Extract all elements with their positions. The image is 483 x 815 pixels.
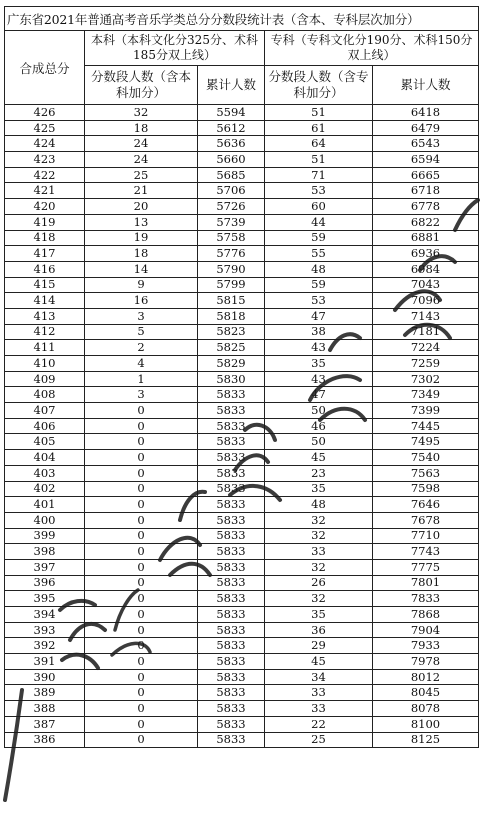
undergraduate-count-cell: 0 <box>85 701 198 717</box>
junior-college-count-cell: 44 <box>265 214 373 230</box>
undergraduate-count-cell: 0 <box>85 732 198 748</box>
undergraduate-cumulative-cell: 5758 <box>198 230 265 246</box>
junior-college-cumulative-cell: 7710 <box>373 528 479 544</box>
undergraduate-cumulative-cell: 5833 <box>198 544 265 560</box>
junior-college-cumulative-cell: 7868 <box>373 607 479 623</box>
score-cell: 391 <box>5 654 85 670</box>
junior-college-count-cell: 22 <box>265 716 373 732</box>
junior-college-cumulative-cell: 8125 <box>373 732 479 748</box>
table-row <box>5 340 479 356</box>
junior-college-count-cell: 61 <box>265 120 373 136</box>
undergraduate-count-cell: 25 <box>85 167 198 183</box>
table-row <box>5 261 479 277</box>
undergraduate-cumulative-cell: 5833 <box>198 465 265 481</box>
score-cell: 397 <box>5 559 85 575</box>
junior-college-count-cell: 35 <box>265 607 373 623</box>
table-row <box>5 277 479 293</box>
undergraduate-cumulative-cell: 5833 <box>198 387 265 403</box>
table-row <box>5 528 479 544</box>
junior-college-cumulative-cell: 7678 <box>373 512 479 528</box>
table-row <box>5 559 479 575</box>
undergraduate-count-cell: 0 <box>85 450 198 466</box>
score-cell: 424 <box>5 136 85 152</box>
junior-college-cumulative-cell: 6778 <box>373 199 479 215</box>
table-row <box>5 246 479 262</box>
junior-college-cumulative-cell: 6881 <box>373 230 479 246</box>
score-column-header: 合成总分 <box>5 31 85 105</box>
undergraduate-cumulative-cell: 5706 <box>198 183 265 199</box>
undergraduate-count-cell: 0 <box>85 559 198 575</box>
undergraduate-count-cell: 13 <box>85 214 198 230</box>
junior-college-count-cell: 34 <box>265 669 373 685</box>
score-cell: 421 <box>5 183 85 199</box>
junior-college-cumulative-cell: 7801 <box>373 575 479 591</box>
table-row <box>5 371 479 387</box>
undergraduate-cumulative-cell: 5636 <box>198 136 265 152</box>
undergraduate-count-cell: 3 <box>85 387 198 403</box>
undergraduate-cumulative-cell: 5833 <box>198 418 265 434</box>
junior-college-count-cell: 50 <box>265 403 373 419</box>
undergraduate-cumulative-cell: 5833 <box>198 559 265 575</box>
junior-college-cumulative-cell: 7540 <box>373 450 479 466</box>
junior-college-count-cell: 47 <box>265 387 373 403</box>
undergraduate-cumulative-cell: 5726 <box>198 199 265 215</box>
junior-college-cumulative-cell: 8078 <box>373 701 479 717</box>
table-row <box>5 324 479 340</box>
undergraduate-cumulative-cell: 5833 <box>198 701 265 717</box>
score-cell: 411 <box>5 340 85 356</box>
table-row <box>5 575 479 591</box>
table-row <box>5 356 479 372</box>
score-cell: 386 <box>5 732 85 748</box>
junior-college-cumulative-cell: 7646 <box>373 497 479 513</box>
undergraduate-count-cell: 9 <box>85 277 198 293</box>
score-cell: 405 <box>5 434 85 450</box>
undergraduate-cumulative-cell: 5685 <box>198 167 265 183</box>
junior-college-count-cell: 25 <box>265 732 373 748</box>
junior-college-count-cell: 29 <box>265 638 373 654</box>
score-cell: 410 <box>5 356 85 372</box>
junior-college-cumulative-cell: 6479 <box>373 120 479 136</box>
table-row <box>5 418 479 434</box>
undergraduate-count-cell: 0 <box>85 481 198 497</box>
junior-college-count-cell: 32 <box>265 528 373 544</box>
table-row <box>5 230 479 246</box>
table-row <box>5 669 479 685</box>
undergraduate-cumulative-cell: 5815 <box>198 293 265 309</box>
junior-college-count-cell: 53 <box>265 183 373 199</box>
junior-college-cumulative-cell: 7259 <box>373 356 479 372</box>
undergraduate-cumulative-cell: 5833 <box>198 575 265 591</box>
undergraduate-cumulative-cell: 5833 <box>198 512 265 528</box>
junior-college-count-cell: 46 <box>265 418 373 434</box>
junior-college-cumulative-cell: 8100 <box>373 716 479 732</box>
score-cell: 409 <box>5 371 85 387</box>
undergraduate-count-cell: 16 <box>85 293 198 309</box>
undergraduate-cumulative-cell: 5833 <box>198 481 265 497</box>
junior-college-count-cell: 36 <box>265 622 373 638</box>
score-cell: 401 <box>5 497 85 513</box>
undergraduate-cumulative-cell: 5660 <box>198 152 265 168</box>
junior-college-count-cell: 48 <box>265 261 373 277</box>
table-row <box>5 199 479 215</box>
undergraduate-cumulative-cell: 5833 <box>198 528 265 544</box>
score-cell: 402 <box>5 481 85 497</box>
score-cell: 425 <box>5 120 85 136</box>
table-row <box>5 544 479 560</box>
score-table-container <box>4 6 478 748</box>
score-cell: 390 <box>5 669 85 685</box>
undergraduate-count-cell: 0 <box>85 638 198 654</box>
junior-college-cumulative-cell: 7978 <box>373 654 479 670</box>
undergraduate-cumulative-cell: 5833 <box>198 450 265 466</box>
junior-college-count-cell: 50 <box>265 434 373 450</box>
junior-college-count-cell: 53 <box>265 293 373 309</box>
undergraduate-cumulative-cell: 5833 <box>198 685 265 701</box>
junior-college-count-cell: 38 <box>265 324 373 340</box>
junior-college-count-cell: 45 <box>265 450 373 466</box>
undergraduate-count-cell: 32 <box>85 105 198 121</box>
undergraduate-count-cell: 0 <box>85 497 198 513</box>
junior-college-count-cell: 45 <box>265 654 373 670</box>
junior-college-count-cell: 48 <box>265 497 373 513</box>
table-row <box>5 105 479 121</box>
junior-college-count-cell: 60 <box>265 199 373 215</box>
score-cell: 406 <box>5 418 85 434</box>
undergraduate-cumulative-cell: 5833 <box>198 669 265 685</box>
junior-college-count-cell: 32 <box>265 512 373 528</box>
table-row <box>5 214 479 230</box>
undergraduate-count-header: 分数段人数（含本科加分） <box>85 66 198 105</box>
junior-college-cumulative-cell: 7833 <box>373 591 479 607</box>
junior-college-count-cell: 59 <box>265 277 373 293</box>
score-cell: 389 <box>5 685 85 701</box>
junior-college-cumulative-cell: 7349 <box>373 387 479 403</box>
undergraduate-cumulative-cell: 5833 <box>198 434 265 450</box>
undergraduate-cumulative-cell: 5833 <box>198 591 265 607</box>
undergraduate-cumulative-cell: 5790 <box>198 261 265 277</box>
junior-college-cumulative-cell: 7445 <box>373 418 479 434</box>
junior-college-cumulative-cell: 7143 <box>373 308 479 324</box>
score-cell: 407 <box>5 403 85 419</box>
score-cell: 420 <box>5 199 85 215</box>
junior-college-count-cell: 47 <box>265 308 373 324</box>
undergraduate-count-cell: 0 <box>85 622 198 638</box>
table-row <box>5 732 479 748</box>
junior-college-count-cell: 59 <box>265 230 373 246</box>
table-title: 广东省2021年普通高考音乐学类总分分数段统计表（含本、专科层次加分） <box>5 7 479 31</box>
undergraduate-count-cell: 0 <box>85 654 198 670</box>
table-row <box>5 152 479 168</box>
undergraduate-cumulative-cell: 5833 <box>198 622 265 638</box>
score-cell: 398 <box>5 544 85 560</box>
junior-college-cumulative-cell: 6984 <box>373 261 479 277</box>
undergraduate-cumulative-cell: 5825 <box>198 340 265 356</box>
table-row <box>5 497 479 513</box>
undergraduate-cumulative-cell: 5818 <box>198 308 265 324</box>
undergraduate-cumulative-cell: 5594 <box>198 105 265 121</box>
undergraduate-count-cell: 0 <box>85 403 198 419</box>
undergraduate-count-cell: 0 <box>85 434 198 450</box>
undergraduate-count-cell: 0 <box>85 418 198 434</box>
undergraduate-count-cell: 0 <box>85 544 198 560</box>
undergraduate-count-cell: 20 <box>85 199 198 215</box>
junior-college-cumulative-cell: 6665 <box>373 167 479 183</box>
junior-college-cumulative-cell: 7224 <box>373 340 479 356</box>
undergraduate-cumulative-cell: 5833 <box>198 497 265 513</box>
undergraduate-count-cell: 2 <box>85 340 198 356</box>
score-cell: 426 <box>5 105 85 121</box>
table-row <box>5 434 479 450</box>
table-row <box>5 308 479 324</box>
undergraduate-cumulative-cell: 5799 <box>198 277 265 293</box>
junior-college-count-cell: 32 <box>265 559 373 575</box>
junior-college-count-cell: 26 <box>265 575 373 591</box>
table-row <box>5 638 479 654</box>
score-cell: 394 <box>5 607 85 623</box>
junior-college-cumulative-cell: 7399 <box>373 403 479 419</box>
score-cell: 408 <box>5 387 85 403</box>
undergraduate-count-cell: 19 <box>85 230 198 246</box>
score-cell: 396 <box>5 575 85 591</box>
score-cell: 412 <box>5 324 85 340</box>
junior-college-count-cell: 32 <box>265 591 373 607</box>
junior-college-count-header: 分数段人数（含专科加分） <box>265 66 373 105</box>
table-row <box>5 607 479 623</box>
undergraduate-count-cell: 4 <box>85 356 198 372</box>
undergraduate-count-cell: 18 <box>85 246 198 262</box>
table-row <box>5 403 479 419</box>
junior-college-count-cell: 33 <box>265 701 373 717</box>
score-cell: 388 <box>5 701 85 717</box>
score-cell: 387 <box>5 716 85 732</box>
undergraduate-cumulative-cell: 5830 <box>198 371 265 387</box>
table-body <box>5 105 479 748</box>
score-cell: 403 <box>5 465 85 481</box>
junior-college-cumulative-cell: 7904 <box>373 622 479 638</box>
undergraduate-cumulative-cell: 5612 <box>198 120 265 136</box>
undergraduate-count-cell: 0 <box>85 465 198 481</box>
score-cell: 419 <box>5 214 85 230</box>
undergraduate-count-cell: 0 <box>85 716 198 732</box>
junior-college-count-cell: 43 <box>265 340 373 356</box>
undergraduate-cumulative-cell: 5739 <box>198 214 265 230</box>
junior-college-count-cell: 51 <box>265 105 373 121</box>
junior-college-cumulative-cell: 7096 <box>373 293 479 309</box>
table-row <box>5 654 479 670</box>
junior-college-count-cell: 71 <box>265 167 373 183</box>
score-cell: 416 <box>5 261 85 277</box>
undergraduate-cumulative-header: 累计人数 <box>198 66 265 105</box>
junior-college-cumulative-cell: 6594 <box>373 152 479 168</box>
undergraduate-count-cell: 14 <box>85 261 198 277</box>
junior-college-cumulative-cell: 7302 <box>373 371 479 387</box>
undergraduate-count-cell: 0 <box>85 528 198 544</box>
undergraduate-cumulative-cell: 5776 <box>198 246 265 262</box>
junior-college-count-cell: 35 <box>265 481 373 497</box>
undergraduate-count-cell: 1 <box>85 371 198 387</box>
table-row <box>5 481 479 497</box>
table-row <box>5 293 479 309</box>
table-row <box>5 183 479 199</box>
score-cell: 393 <box>5 622 85 638</box>
junior-college-cumulative-cell: 8012 <box>373 669 479 685</box>
undergraduate-count-cell: 21 <box>85 183 198 199</box>
score-cell: 400 <box>5 512 85 528</box>
undergraduate-group-header: 本科（本科文化分325分、术科185分双上线） <box>85 31 265 66</box>
table-row <box>5 387 479 403</box>
junior-college-count-cell: 33 <box>265 685 373 701</box>
undergraduate-cumulative-cell: 5833 <box>198 607 265 623</box>
undergraduate-cumulative-cell: 5833 <box>198 654 265 670</box>
undergraduate-count-cell: 0 <box>85 607 198 623</box>
junior-college-cumulative-cell: 6718 <box>373 183 479 199</box>
junior-college-cumulative-cell: 8045 <box>373 685 479 701</box>
table-row <box>5 622 479 638</box>
table-row <box>5 167 479 183</box>
junior-college-cumulative-cell: 7598 <box>373 481 479 497</box>
score-cell: 413 <box>5 308 85 324</box>
score-distribution-table <box>4 6 479 748</box>
junior-college-count-cell: 33 <box>265 544 373 560</box>
table-row <box>5 716 479 732</box>
junior-college-cumulative-cell: 7743 <box>373 544 479 560</box>
junior-college-cumulative-cell: 6543 <box>373 136 479 152</box>
undergraduate-count-cell: 0 <box>85 591 198 607</box>
junior-college-cumulative-cell: 7775 <box>373 559 479 575</box>
undergraduate-cumulative-cell: 5833 <box>198 403 265 419</box>
undergraduate-count-cell: 0 <box>85 512 198 528</box>
undergraduate-cumulative-cell: 5833 <box>198 638 265 654</box>
junior-college-group-header: 专科（专科文化分190分、术科150分双上线） <box>265 31 479 66</box>
table-row <box>5 591 479 607</box>
junior-college-cumulative-cell: 6822 <box>373 214 479 230</box>
undergraduate-count-cell: 5 <box>85 324 198 340</box>
junior-college-cumulative-cell: 7043 <box>373 277 479 293</box>
undergraduate-cumulative-cell: 5829 <box>198 356 265 372</box>
junior-college-count-cell: 35 <box>265 356 373 372</box>
undergraduate-count-cell: 18 <box>85 120 198 136</box>
junior-college-count-cell: 64 <box>265 136 373 152</box>
junior-college-cumulative-cell: 6418 <box>373 105 479 121</box>
table-row <box>5 701 479 717</box>
table-row <box>5 450 479 466</box>
table-row <box>5 465 479 481</box>
undergraduate-cumulative-cell: 5823 <box>198 324 265 340</box>
undergraduate-cumulative-cell: 5833 <box>198 732 265 748</box>
table-row <box>5 136 479 152</box>
junior-college-cumulative-cell: 7495 <box>373 434 479 450</box>
table-row <box>5 685 479 701</box>
undergraduate-count-cell: 3 <box>85 308 198 324</box>
junior-college-count-cell: 43 <box>265 371 373 387</box>
score-cell: 414 <box>5 293 85 309</box>
junior-college-count-cell: 23 <box>265 465 373 481</box>
score-cell: 418 <box>5 230 85 246</box>
junior-college-cumulative-cell: 7563 <box>373 465 479 481</box>
junior-college-cumulative-cell: 6936 <box>373 246 479 262</box>
undergraduate-count-cell: 0 <box>85 575 198 591</box>
score-cell: 392 <box>5 638 85 654</box>
score-cell: 415 <box>5 277 85 293</box>
score-cell: 423 <box>5 152 85 168</box>
undergraduate-count-cell: 24 <box>85 152 198 168</box>
score-cell: 395 <box>5 591 85 607</box>
undergraduate-cumulative-cell: 5833 <box>198 716 265 732</box>
undergraduate-count-cell: 24 <box>85 136 198 152</box>
score-cell: 417 <box>5 246 85 262</box>
junior-college-count-cell: 51 <box>265 152 373 168</box>
junior-college-cumulative-header: 累计人数 <box>373 66 479 105</box>
score-cell: 422 <box>5 167 85 183</box>
score-cell: 399 <box>5 528 85 544</box>
undergraduate-count-cell: 0 <box>85 685 198 701</box>
table-row <box>5 120 479 136</box>
score-cell: 404 <box>5 450 85 466</box>
junior-college-cumulative-cell: 7933 <box>373 638 479 654</box>
undergraduate-count-cell: 0 <box>85 669 198 685</box>
junior-college-cumulative-cell: 7181 <box>373 324 479 340</box>
junior-college-count-cell: 55 <box>265 246 373 262</box>
table-row <box>5 512 479 528</box>
